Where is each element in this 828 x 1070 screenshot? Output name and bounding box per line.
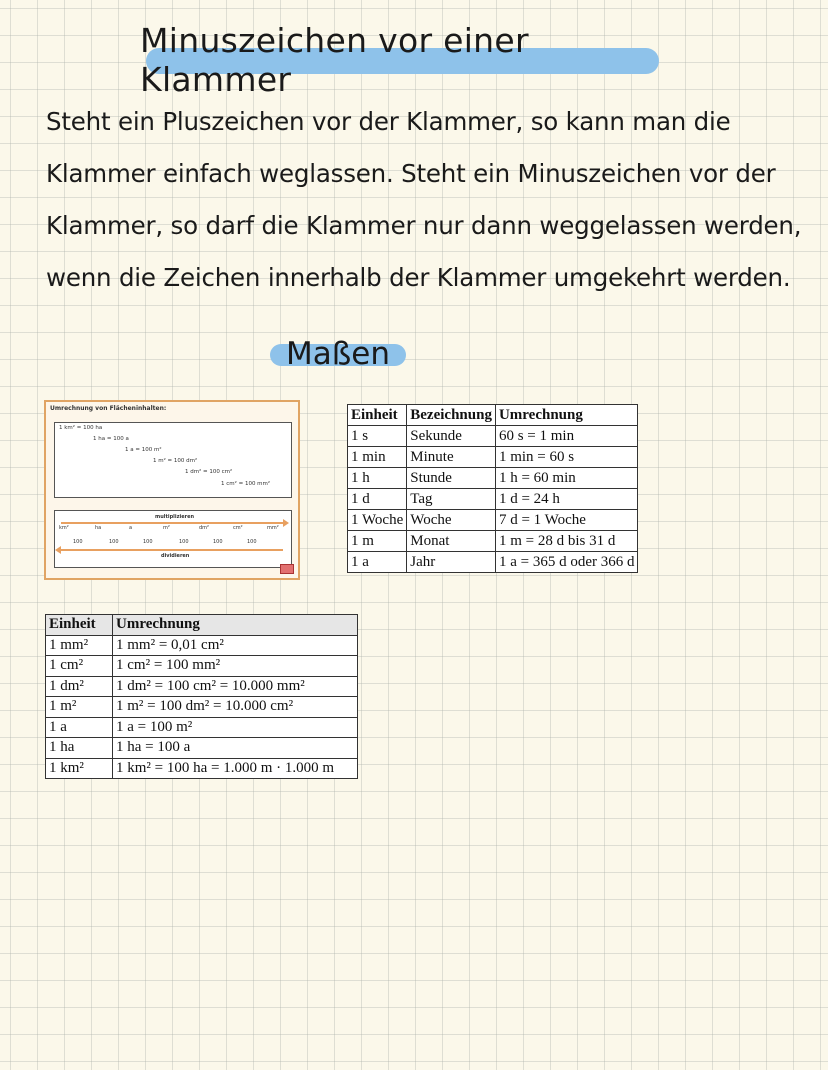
table-row bbox=[348, 447, 638, 468]
table-cell: 1 ha bbox=[46, 738, 113, 759]
column-header: Einheit bbox=[348, 405, 407, 426]
factor-label: 100 bbox=[143, 539, 153, 545]
heading-highlight bbox=[140, 21, 665, 99]
unit-label: ha bbox=[95, 525, 102, 531]
section-title: Maßen bbox=[286, 336, 390, 372]
paragraph-line: Klammer, so darf die Klammer nur dann weggelassen werden, bbox=[46, 211, 802, 240]
table-row bbox=[46, 676, 358, 697]
conversion-line: 1 cm² = 100 mm² bbox=[221, 481, 271, 487]
table-cell: 7 d = 1 Woche bbox=[495, 510, 638, 531]
table-header-row bbox=[46, 615, 358, 636]
table-cell: 1 dm² bbox=[46, 676, 113, 697]
column-header: Bezeichnung bbox=[407, 405, 496, 426]
conversion-line: 1 dm² = 100 cm² bbox=[185, 469, 233, 475]
unit-label: cm² bbox=[233, 525, 243, 531]
time-units-table bbox=[347, 404, 638, 573]
table-cell: 1 cm² bbox=[46, 656, 113, 677]
table-cell: 1 a = 100 m² bbox=[113, 717, 358, 738]
unit-label: a bbox=[129, 525, 133, 531]
table-row bbox=[348, 468, 638, 489]
table-row bbox=[348, 426, 638, 447]
table-cell: Woche bbox=[407, 510, 496, 531]
table-cell: 1 h bbox=[348, 468, 407, 489]
paragraph-line: wenn die Zeichen innerhalb der Klammer umgekehrt werden. bbox=[46, 263, 791, 292]
factor-label: 100 bbox=[109, 539, 119, 545]
table-cell: 1 d bbox=[348, 489, 407, 510]
table-cell: 1 ha = 100 a bbox=[113, 738, 358, 759]
table-cell: 1 a bbox=[348, 552, 407, 573]
table-cell: 1 mm² = 0,01 cm² bbox=[113, 635, 358, 656]
table-header-row bbox=[348, 405, 638, 426]
table-cell: 1 a bbox=[46, 717, 113, 738]
table-row bbox=[46, 758, 358, 779]
divide-label: dividieren bbox=[161, 553, 190, 559]
table-cell: 1 a = 365 d oder 366 d bbox=[495, 552, 638, 573]
factor-label: 100 bbox=[247, 539, 257, 545]
column-header: Einheit bbox=[46, 615, 113, 636]
unit-label: dm² bbox=[199, 525, 210, 531]
table-cell: 1 min = 60 s bbox=[495, 447, 638, 468]
table-row bbox=[46, 697, 358, 718]
unit-label: m² bbox=[163, 525, 170, 531]
unit-label: mm² bbox=[267, 525, 279, 531]
factor-label: 100 bbox=[213, 539, 223, 545]
table-cell: 1 km² bbox=[46, 758, 113, 779]
table-row bbox=[46, 717, 358, 738]
table-cell: 1 m² bbox=[46, 697, 113, 718]
unit-label: km² bbox=[59, 525, 69, 531]
table-cell: 1 min bbox=[348, 447, 407, 468]
table-cell: Tag bbox=[407, 489, 496, 510]
factor-label: 100 bbox=[179, 539, 189, 545]
divide-arrow bbox=[61, 549, 283, 551]
table-cell: 1 Woche bbox=[348, 510, 407, 531]
table-cell: 1 m² = 100 dm² = 10.000 cm² bbox=[113, 697, 358, 718]
subheading-highlight bbox=[270, 330, 406, 378]
table-cell: 1 cm² = 100 mm² bbox=[113, 656, 358, 677]
table-cell: 1 h = 60 min bbox=[495, 468, 638, 489]
table-cell: 1 m bbox=[348, 531, 407, 552]
table-cell: Minute bbox=[407, 447, 496, 468]
multiply-arrow bbox=[61, 522, 283, 524]
area-units-table bbox=[45, 614, 358, 779]
figure-badge-icon bbox=[280, 564, 294, 574]
table-cell: 1 mm² bbox=[46, 635, 113, 656]
table-cell: 1 s bbox=[348, 426, 407, 447]
table-cell: 1 d = 24 h bbox=[495, 489, 638, 510]
factor-label: 100 bbox=[73, 539, 83, 545]
table-row bbox=[348, 510, 638, 531]
table-row bbox=[348, 531, 638, 552]
table-cell: 1 dm² = 100 cm² = 10.000 mm² bbox=[113, 676, 358, 697]
conversion-line: 1 km² = 100 ha bbox=[59, 425, 103, 431]
table-cell: 60 s = 1 min bbox=[495, 426, 638, 447]
conversion-list bbox=[54, 422, 292, 498]
table-cell: Sekunde bbox=[407, 426, 496, 447]
table-row bbox=[46, 656, 358, 677]
table-cell: Jahr bbox=[407, 552, 496, 573]
paragraph-line: Klammer einfach weglassen. Steht ein Minuszeichen vor der bbox=[46, 159, 776, 188]
table-cell: 1 km² = 100 ha = 1.000 m · 1.000 m bbox=[113, 758, 358, 779]
table-row bbox=[348, 552, 638, 573]
figure-title: Umrechnung von Flächeninhalten: bbox=[50, 405, 167, 412]
area-conversion-figure bbox=[44, 400, 300, 580]
paragraph-line: Steht ein Pluszeichen vor der Klammer, so kann man die bbox=[46, 107, 731, 136]
conversion-line: 1 ha = 100 a bbox=[93, 436, 129, 442]
table-cell: 1 m = 28 d bis 31 d bbox=[495, 531, 638, 552]
conversion-scale bbox=[54, 510, 292, 568]
conversion-line: 1 a = 100 m² bbox=[125, 447, 162, 453]
explanation-paragraph bbox=[46, 96, 826, 304]
conversion-line: 1 m² = 100 dm² bbox=[153, 458, 198, 464]
table-cell: Stunde bbox=[407, 468, 496, 489]
table-row bbox=[348, 489, 638, 510]
column-header: Umrechnung bbox=[495, 405, 638, 426]
column-header: Umrechnung bbox=[113, 615, 358, 636]
table-row bbox=[46, 635, 358, 656]
table-cell: Monat bbox=[407, 531, 496, 552]
page-title: Minuszeichen vor einer Klammer bbox=[140, 21, 529, 99]
multiply-label: multiplizieren bbox=[155, 514, 195, 520]
table-row bbox=[46, 738, 358, 759]
